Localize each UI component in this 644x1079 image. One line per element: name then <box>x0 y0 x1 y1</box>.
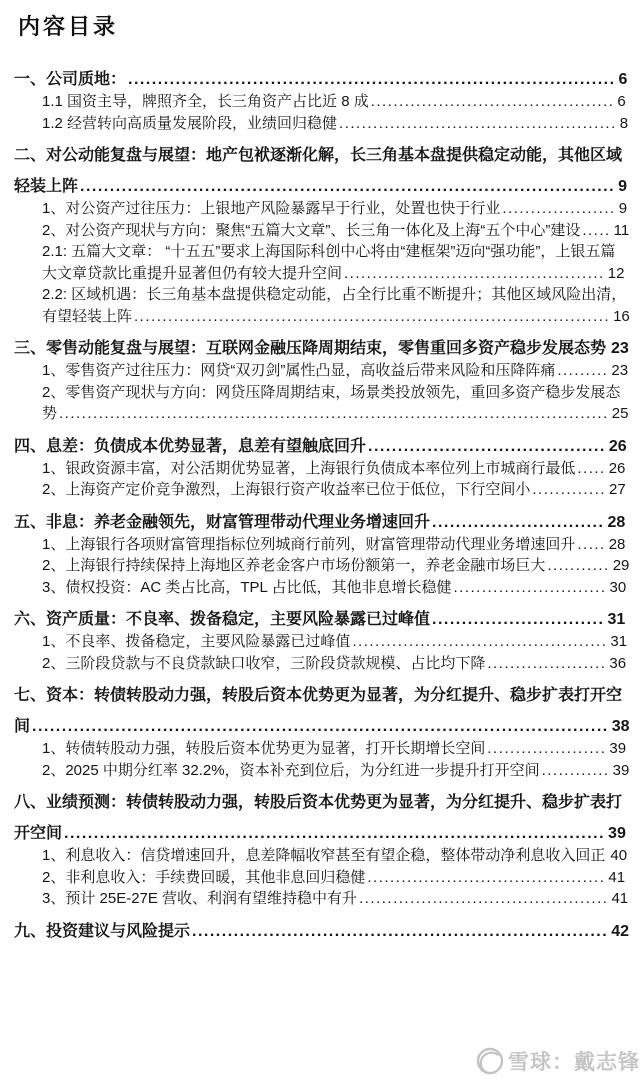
toc-entry-text: 2、零售资产现状与方向：网贷压降周期结束，场景类投放领先，重回多资产稳步发展态势 <box>42 383 621 422</box>
toc-dot-leader: ................................................................................................. <box>59 405 609 422</box>
toc-dot-leader: ...................................................................... <box>192 922 609 940</box>
toc-page-number: 23 <box>611 362 629 379</box>
toc-list <box>14 64 630 947</box>
toc-page-number: 31 <box>610 633 628 650</box>
toc-entry <box>42 577 630 599</box>
toc-entry <box>42 360 630 382</box>
toc-entry-text: 1、上海银行各项财富管理指标位列城商行前列，财富管理带动代理业务增速回升 <box>42 535 576 553</box>
toc-entry-text: 2、对公资产现状与方向：聚焦“五篇大文章”、长三角一体化及上海“五个中心”建设 <box>42 221 581 239</box>
toc-page-number: 26 <box>608 437 627 455</box>
toc-entry-text: 3、债权投资：AC 类占比高，TPL 占比低，其他非息增长稳健 <box>42 578 452 596</box>
toc-entry-text: 2、三阶段贷款与不良贷款缺口收窄，三阶段贷款规模、占比均下降 <box>42 654 486 672</box>
toc-dot-leader: ............ <box>541 761 610 779</box>
toc-dot-leader: ............................. <box>432 513 605 531</box>
toc-entry <box>42 91 630 113</box>
toc-dot-leader: ............................................. <box>352 633 608 650</box>
toc-page-number: 26 <box>608 459 626 477</box>
toc-dot-leader: ..... <box>577 459 606 477</box>
toc-page-number: 6 <box>617 93 626 110</box>
toc-entry-text: 1、不良率、拨备稳定，主要风险暴露已过峰值 <box>42 633 351 650</box>
toc-entry <box>14 140 630 202</box>
toc-page-number: 12 <box>607 264 625 282</box>
toc-entry-text: 五、非息：养老金融领先，财富管理带动代理业务增速回升 <box>14 513 431 531</box>
toc-page-number: 8 <box>619 114 629 132</box>
toc-dot-leader: ........... <box>547 557 610 574</box>
toc-entry-text: 1、对公资产过往压力：上银地产风险暴露早于行业，处置也快于行业 <box>42 200 501 217</box>
toc-entry <box>42 284 630 327</box>
toc-dot-leader: ........................... <box>453 578 607 596</box>
toc-entry <box>42 382 630 425</box>
toc-entry <box>14 680 630 742</box>
toc-page-number: 28 <box>608 535 626 553</box>
toc-entry-text: 八、业绩预测：转债转股动力强，转股后资本优势更为显著，为分红提升、稳步扩表打开空间 <box>14 794 623 842</box>
toc-entry-text: 1、转债转股动力强，转股后资本优势更为显著，打开长期增长空间 <box>42 740 486 757</box>
toc-entry-text: 六、资产质量：不良率、拨备稳定，主要风险暴露已过峰值 <box>14 611 431 628</box>
toc-entry-text: 四、息差：负债成本优势显著，息差有望触底回升 <box>14 437 367 455</box>
toc-page-number: 30 <box>609 578 627 596</box>
toc-entry <box>42 534 630 556</box>
toc-entry <box>42 738 630 760</box>
toc-dot-leader: ..... <box>582 221 611 239</box>
toc-entry-text: 二、对公动能复盘与展望：地产包袱逐渐化解，长三角基本盘提供稳定动能，其他区域轻装上阵 <box>14 147 623 195</box>
toc-dot-leader: ................................................. <box>339 114 617 132</box>
toc-entry-text: 1.1 国资主导，牌照齐全，长三角资产占比近 8 成 <box>42 93 369 110</box>
toc-page-number: 41 <box>611 890 629 907</box>
toc-page-number: 39 <box>609 740 627 757</box>
toc-dot-leader: .................................................................................. <box>128 71 616 88</box>
toc-entry-text: 2、上海银行持续保持上海地区养老金客户市场份额第一，养老金融市场巨大 <box>42 557 546 574</box>
toc-entry <box>42 867 630 889</box>
toc-page-number: 41 <box>608 868 626 886</box>
watermark <box>475 1046 640 1076</box>
toc-page-number: 39 <box>608 825 626 842</box>
toc-entry <box>42 845 630 867</box>
toc-entry-text: 3、预计 25E-27E 营收、利润有望维持稳中有升 <box>42 890 358 907</box>
toc-entry-text: 1.2 经营转向高质量发展阶段，业绩回归稳健 <box>42 114 338 132</box>
toc-entry-text: 1、利息收入：信贷增速回升，息差降幅收窄甚至有望企稳，整体带动净利息收入回正 <box>42 847 606 864</box>
toc-page-number: 11 <box>613 221 630 239</box>
toc-page-number: 40 <box>610 847 628 864</box>
toc-dot-leader: ......... <box>557 362 609 379</box>
toc-dot-leader: ........................................................................................... <box>64 825 606 842</box>
toc-page-number: 28 <box>607 513 626 531</box>
toc-entry-text: 2、上海资产定价竞争激烈，上海银行资产收益率已位于低位，下行空间小 <box>42 481 531 498</box>
toc-dot-leader: ............. <box>532 481 607 498</box>
toc-page-number: 6 <box>618 71 628 88</box>
toc-page-number: 31 <box>607 611 626 628</box>
toc-entry <box>42 198 630 220</box>
toc-entry <box>42 220 630 242</box>
toc-dot-leader: ............................. <box>432 611 605 628</box>
toc-entry <box>42 653 630 675</box>
toc-entry-text: 1、银政资源丰富，对公活期优势显著，上海银行负债成本率位列上市城商行最低 <box>42 459 576 477</box>
toc-entry <box>42 760 630 782</box>
toc-entry-text: 三、零售动能复盘与展望：互联网金融压降周期结束，零售重回多资产稳步发展态势 <box>14 340 607 357</box>
toc-dot-leader: ........................................ <box>368 437 606 455</box>
toc-entry <box>14 916 630 947</box>
toc-dot-leader: ..... <box>577 535 606 553</box>
toc-entry <box>42 113 630 135</box>
toc-entry-text: 九、投资建议与风险提示 <box>14 922 191 940</box>
toc-entry <box>42 241 630 284</box>
toc-entry <box>42 479 630 501</box>
toc-dot-leader: ............................................ <box>359 890 609 907</box>
toc-page-number: 27 <box>609 481 626 498</box>
toc-page-number: 36 <box>609 654 627 672</box>
toc-entry-text: 2.2: 区域机遇：长三角基本盘提供稳定动能，占全行比重不断提升；其他区域风险出清，有望轻装上阵 <box>42 286 627 325</box>
toc-page-number: 9 <box>618 178 627 195</box>
toc-dot-leader: ..................... <box>487 740 607 757</box>
toc-dot-leader: .......................................................................................... <box>80 178 616 195</box>
toc-dot-leader: .................... <box>502 200 616 217</box>
toc-entry <box>42 555 630 577</box>
toc-dot-leader: ........................................... <box>370 93 615 110</box>
xueqiu-logo-icon <box>475 1046 505 1076</box>
toc-dot-leader: .................................................................................... <box>134 307 611 325</box>
toc-dot-leader: ..................... <box>487 654 607 672</box>
toc-page-number: 38 <box>611 718 630 735</box>
watermark-text: 雪球：戴志锋 <box>508 1051 640 1074</box>
toc-entry-text: 2、2025 中期分红率 32.2%，资本补充到位后，为分红进一步提升打开空间 <box>42 761 540 779</box>
toc-dot-leader: .............................................. <box>344 264 605 282</box>
toc-entry-text: 2.1: 五篇大文章： “十五五”要求上海国际科创中心将由“建框架”迈向“强功能”，上银五篇大文章贷款比重提升显著但仍有较大提升空间 <box>42 243 616 282</box>
toc-entry-text: 1、零售资产过往压力：网贷“双刃剑”属性凸显，高收益后带来风险和压降阵痛 <box>42 362 556 379</box>
toc-page-number: 9 <box>618 200 628 217</box>
toc-page-number: 16 <box>613 307 630 325</box>
toc-dot-leader: ................................................................................................. <box>32 718 609 735</box>
toc-page-number: 29 <box>612 557 630 574</box>
toc-page-number: 39 <box>612 761 630 779</box>
toc-dot-leader: .......................................... <box>367 868 606 886</box>
toc-entry-text: 2、非利息收入：手续费回暖，其他非息回归稳健 <box>42 868 366 886</box>
toc-entry-text: 一、公司质地： <box>14 71 127 88</box>
toc-entry-text: 七、资本：转债转股动力强，转股后资本优势更为显著，为分红提升、稳步扩表打开空间 <box>14 687 623 735</box>
toc-entry <box>14 787 630 849</box>
toc-entry <box>42 631 630 653</box>
toc-page-number: 42 <box>611 922 629 940</box>
toc-page-number: 25 <box>611 405 629 422</box>
toc-entry <box>42 888 630 910</box>
toc-entry <box>42 458 630 480</box>
page-title: 内容目录 <box>18 14 119 39</box>
toc-page-number: 23 <box>611 340 629 357</box>
